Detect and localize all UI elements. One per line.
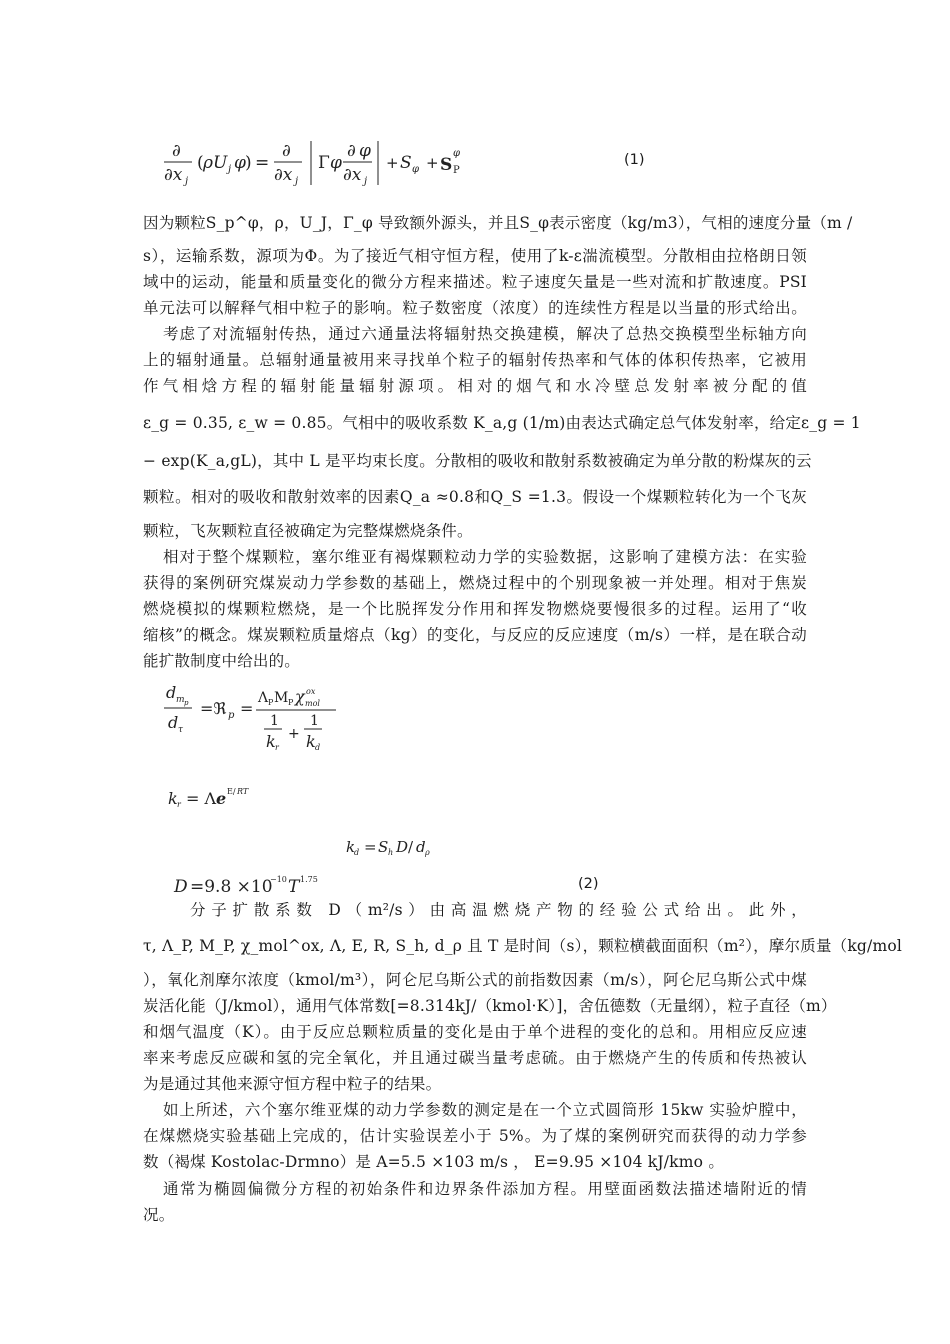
svg-text:P: P [453,165,460,176]
p4-line-6: 率来考虑反应碳和氢的完全氧化，并且通过碳当量考虑硫。由于燃烧产生的传质和传热被认 [143,1049,807,1067]
svg-text:m: m [176,695,185,705]
svg-text:(: ( [197,153,204,173]
svg-text:mol: mol [305,699,320,708]
p3-line-4: 缩核”的概念。煤炭颗粒质量熔点（kg）的变化，与反应的反应速度（m/s）一样，是在联合动 [143,626,807,644]
svg-text:P: P [288,698,294,707]
svg-text:∂x: ∂x [164,165,183,185]
equation-1-number: (1) [624,152,645,168]
p2-line-2: 上的辐射通量。总辐射通量被用来寻找单个粒子的辐射传热率和气体的体积传热率，它被用 [143,351,807,369]
p3-line-2: 获得的案例研究煤炭动力学参数的基础上，燃烧过程中的个别现象被一并处理。相对于焦炭 [143,574,807,592]
svg-text:T: T [288,877,300,897]
svg-text:d: d [354,848,360,857]
svg-text:S: S [440,155,453,175]
p5-line-2: 在煤燃烧实验基础上完成的，估计实验误差小于 5%。为了煤的案例研究而获得的动力学参 [143,1127,807,1145]
svg-text:=ℜ: =ℜ [200,699,227,718]
svg-text:−10: −10 [270,875,287,884]
svg-text:τ: τ [178,725,183,735]
equation-2-number: (2) [578,876,599,892]
svg-text:ρU: ρU [203,153,228,173]
svg-text:j: j [295,176,299,187]
svg-text:∂: ∂ [347,141,356,161]
equation-kr-graphic [166,782,286,814]
svg-text:p: p [184,699,189,707]
svg-text:φ: φ [412,164,420,175]
svg-text:ρ: ρ [425,848,430,857]
svg-text:k: k [346,838,356,856]
p5-line-1: 如上所述，六个塞尔维亚煤的动力学参数的测定是在一个立式圆筒形 15kw 实验炉膛中， [163,1101,807,1119]
svg-text:Λ: Λ [258,690,269,706]
svg-text:r: r [177,800,181,809]
svg-text:k: k [266,732,276,751]
svg-text:h: h [388,848,394,857]
equation-D [172,870,352,900]
svg-text:k: k [306,732,316,751]
p1-line-1-text: 因为颗粒S_p^φ，ρ，U_J，Γ_φ 导致额外源头，并且S_φ表示密度（kg/m3），气相的速度分量（m / [143,214,853,232]
p1-line-4: 单元法可以解释气相中粒子的影响。粒子数密度（浓度）的连续性方程是以当量的形式给出。 [143,299,807,317]
svg-text:φ: φ [234,153,246,173]
svg-text:r: r [275,743,279,752]
svg-text:e: e [216,789,227,808]
svg-text:=: = [364,838,377,856]
p2-line-4: ε_g = 0.35, ε_w = 0.85。气相中的吸收系数 K_a,g (1/m)由表达式确定总气体发射率，给定ε_g = 1 [143,414,861,432]
equation-kd-graphic [344,832,454,862]
svg-text:ox: ox [306,687,316,696]
p4-line-1: 分子扩散系数 D（m²/s）由高温燃烧产物的经验公式给出。此外， [190,901,807,919]
equation-kd [344,832,454,862]
svg-text:/: / [408,838,414,856]
svg-text:j: j [185,176,189,187]
svg-text:∂: ∂ [282,141,291,161]
p1-line-2: s），运输系数，源项为Φ。为了接近气相守恒方程，使用了k-ε湍流模型。分散相由拉格朗日领 [143,247,807,265]
equation-kr [166,782,286,814]
svg-text:p: p [228,710,235,721]
svg-text:=: = [240,699,254,718]
svg-text:d: d [168,713,179,732]
equation-1 [160,138,630,188]
equation-D-graphic [172,870,352,900]
p2-line-1: 考虑了对流辐射传热，通过六通量法将辐射热交换建模，解决了总热交换模型坐标轴方向 [163,325,807,343]
svg-text:χ: χ [295,687,305,706]
svg-text:φ: φ [359,141,371,161]
svg-text:D: D [396,838,409,856]
svg-text:∂x: ∂x [343,165,362,185]
p4-line-4: 炭活化能（J/kmol），通用气体常数[=8.314kJ/（kmol·K）]，舍伍德数（无量纲），粒子直径（m） [143,997,837,1015]
svg-text:+: + [386,154,399,172]
p2-line-5: − exp(K_a,gL)，其中 L 是平均束长度。分散相的吸收和散射系数被确定为单分散的粉煤灰的云 [143,452,812,470]
svg-text:+: + [288,726,300,742]
svg-text:1: 1 [270,713,279,729]
svg-text:=: = [255,153,270,173]
p6-line-1: 通常为椭圆偏微分方程的初始条件和边界条件添加方程。用壁面函数法描述墙附近的情 [163,1180,807,1198]
svg-text:∂x: ∂x [274,165,293,185]
svg-text:φ: φ [453,148,461,159]
p6-line-2: 况。 [143,1206,175,1224]
svg-text:= Λ: = Λ [186,789,217,808]
svg-text:): ) [245,153,252,173]
p1-line-3: 域中的运动，能量和质量变化的微分方程来描述。粒子速度矢量是一些对流和扩散速度。PSI [143,273,807,291]
svg-text:d: d [166,683,177,702]
svg-text:φ: φ [330,153,342,173]
svg-text:k: k [168,789,178,808]
p3-line-3: 燃烧模拟的煤颗粒燃烧，是一个比脱挥发分作用和挥发物燃烧要慢很多的过程。运用了“收 [143,600,807,618]
svg-text:E/: E/ [227,787,236,796]
svg-text:j: j [364,176,368,187]
svg-text:j: j [228,164,232,175]
svg-text:M: M [274,690,289,706]
p1-line-1 [143,210,853,236]
p2-line-3: 作气相焓方程的辐射能量辐射源项。相对的烟气和水冷壁总发射率被分配的值 [143,377,807,395]
svg-text:+: + [426,154,439,172]
svg-text:d: d [315,743,321,752]
svg-text:RT: RT [237,787,249,796]
p2-line-7: 颗粒，飞灰颗粒直径被确定为完整煤燃烧条件。 [143,522,473,540]
svg-text:S: S [400,153,412,173]
p3-line-5: 能扩散制度中给出的。 [143,652,301,670]
svg-text:D: D [174,877,188,897]
svg-text:P: P [268,698,274,707]
equation-rate-graphic [160,680,360,760]
p4-line-3: ），氧化剂摩尔浓度（kmol/m³），阿仑尼乌斯公式的前指数因素（m/s），阿仑尼乌斯公式中煤 [143,971,807,989]
svg-text:∂: ∂ [172,141,181,161]
svg-text:1.75: 1.75 [300,875,318,884]
p4-line-7: 为是通过其他来源守恒方程中粒子的结果。 [143,1075,442,1093]
p4-line-5: 和烟气温度（K）。由于反应总颗粒质量的变化是由于单个进程的变化的总和。用相应反应速 [143,1023,807,1041]
svg-text:1: 1 [310,713,319,729]
p5-line-3: 数（褐煤 Kostolac-Drmno）是 A=5.5 ×103 m/s ， E=9.95 ×104 kJ/kmo 。 [143,1153,725,1171]
svg-text:Γ: Γ [318,153,330,173]
p2-line-6: 颗粒。相对的吸收和散射效率的因素Q_a ≈0.8和Q_S =1.3。假设一个煤颗粒转化为一个飞灰 [143,488,807,506]
equation-1-graphic [160,138,630,188]
svg-text:=9.8 ×10: =9.8 ×10 [190,877,273,897]
p4-line-2: τ, Λ_P, M_P, χ_mol^ox, Λ, E, R, S_h, d_ρ 且 T 是时间（s），颗粒横截面面积（m²），摩尔质量（kg/mol [143,937,903,955]
equation-rate [160,680,360,760]
svg-text:d: d [416,838,426,856]
svg-text:S: S [378,838,389,856]
p3-line-1: 相对于整个煤颗粒，塞尔维亚有褐煤颗粒动力学的实验数据，这影响了建模方法：在实验 [163,548,807,566]
